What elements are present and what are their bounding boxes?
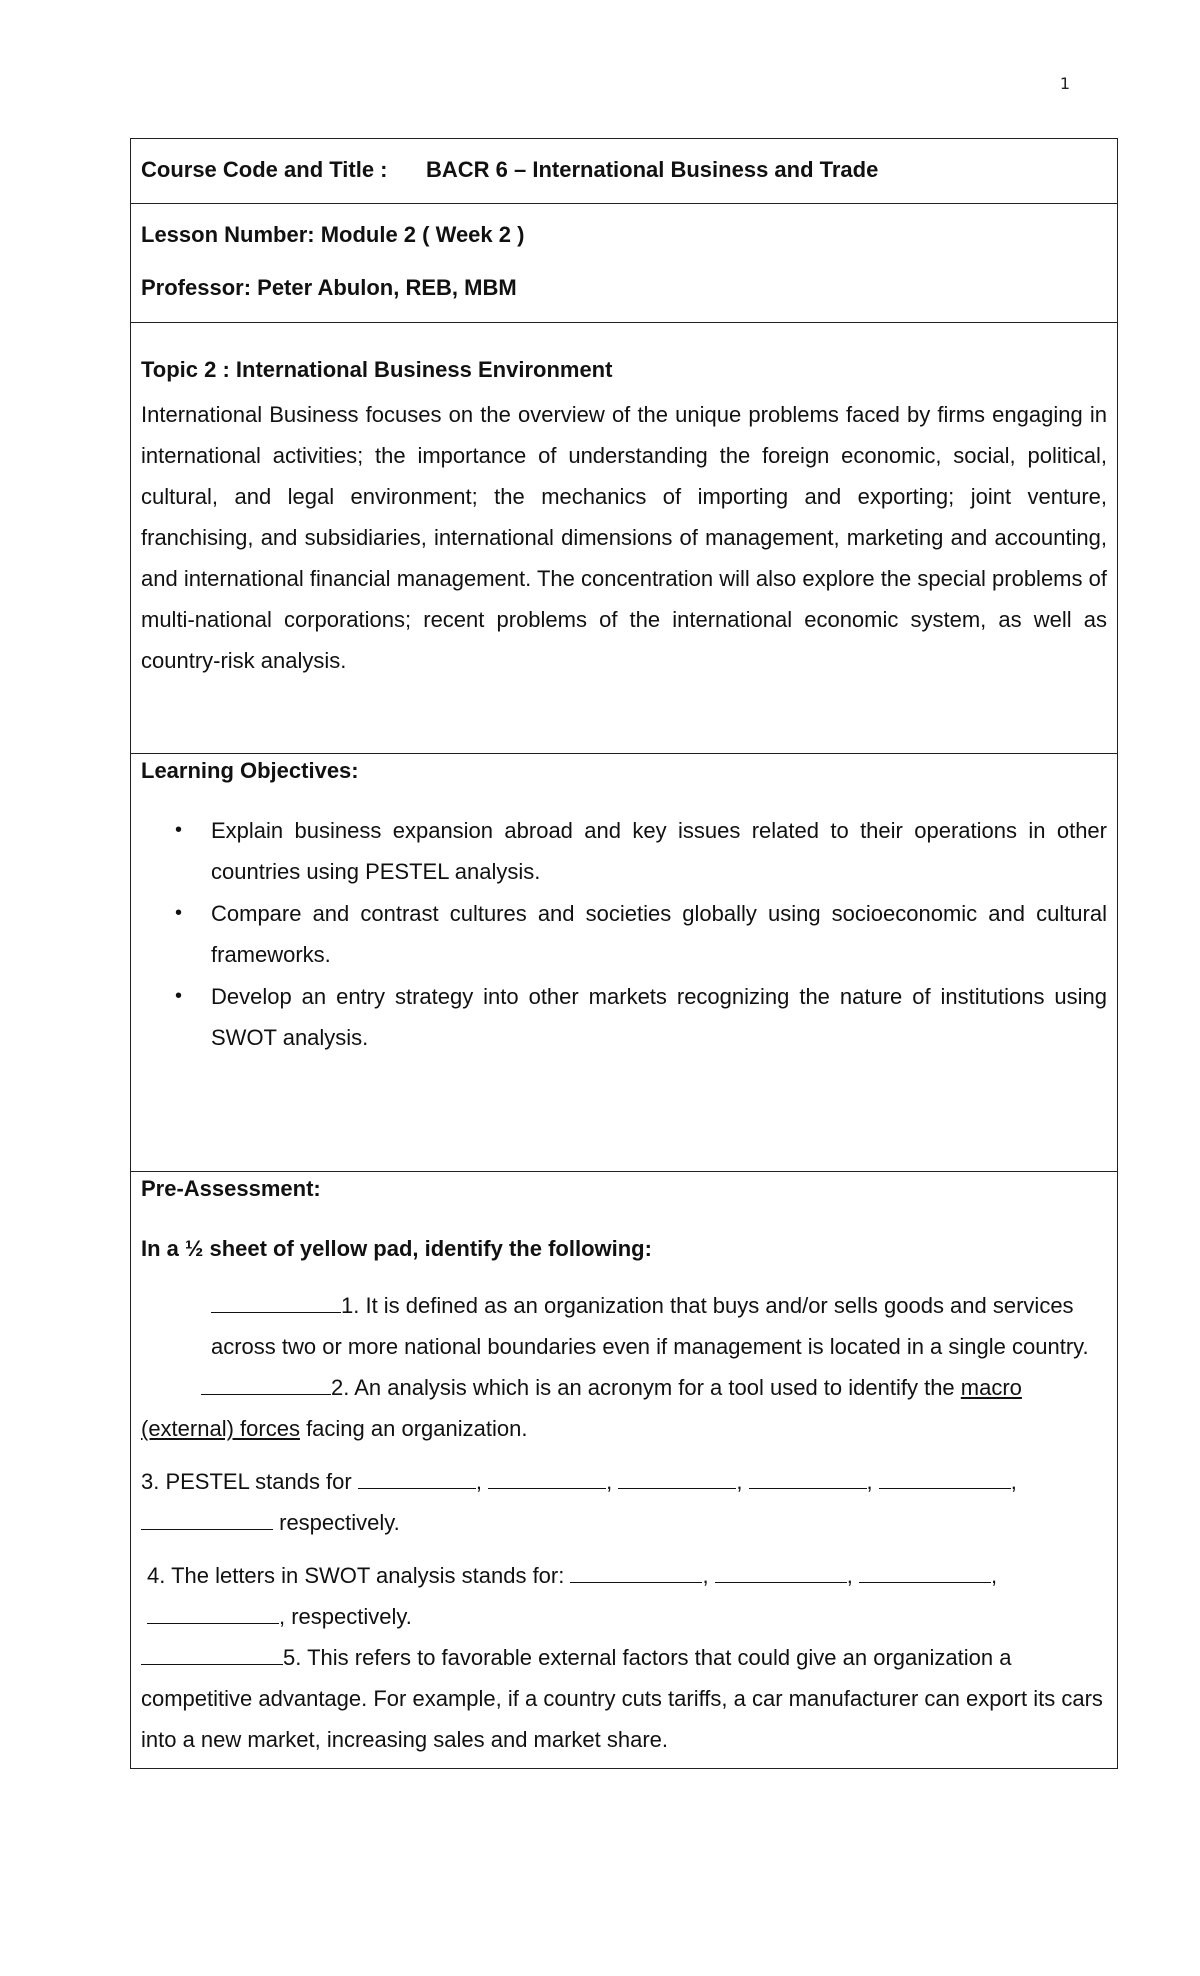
objectives-list xyxy=(141,810,1107,1058)
course-title: BACR 6 – International Business and Trade xyxy=(426,157,879,182)
bullet-icon: • xyxy=(175,985,183,1007)
question-4-end: , respectively. xyxy=(279,1604,412,1629)
objective-text: Explain business expansion abroad and key issues related to their operations in other countries using PESTEL analysis. xyxy=(211,818,1107,884)
answer-blank xyxy=(211,1292,341,1313)
answer-blank xyxy=(715,1562,847,1583)
question-3: 3. PESTEL stands for , , , , , respectively. xyxy=(141,1469,1017,1535)
topic-title: Topic 2 : International Business Environment xyxy=(141,357,613,382)
question-5 xyxy=(141,1637,1107,1760)
answer-blank xyxy=(488,1468,606,1489)
objective-text: Develop an entry strategy into other markets recognizing the nature of institutions using SWOT analysis. xyxy=(211,984,1107,1050)
bullet-icon: • xyxy=(175,902,183,924)
answer-blank xyxy=(201,1374,331,1395)
lesson-row xyxy=(131,204,1117,323)
question-2-text: 2. An analysis which is an acronym for a tool used to identify the xyxy=(331,1375,961,1400)
answer-blank xyxy=(147,1603,279,1624)
question-4: 4. The letters in SWOT analysis stands for: , , , , respectively. xyxy=(147,1563,998,1629)
answer-blank xyxy=(141,1644,283,1665)
course-row xyxy=(131,139,1117,204)
answer-blank xyxy=(570,1562,702,1583)
question-1-text: 1. It is defined as an organization that buys and/or sells goods and services across two or more national boundaries even if management is located in a single country. xyxy=(211,1293,1089,1359)
list-item xyxy=(141,893,1107,975)
objectives-row xyxy=(131,754,1117,1172)
question-5-text: 5. This refers to favorable external factors that could give an organization a competitive advantage. For example, if a country cuts tariffs, a car manufacturer can export its cars into a new market, increasing sales and market share. xyxy=(141,1645,1103,1752)
question-4-text: 4. The letters in SWOT analysis stands for: xyxy=(147,1563,571,1588)
question-2 xyxy=(141,1367,1107,1449)
answer-blank xyxy=(859,1562,991,1583)
answer-blank xyxy=(749,1468,867,1489)
bullet-icon: • xyxy=(175,819,183,841)
professor: Professor: Peter Abulon, REB, MBM xyxy=(141,275,517,300)
question-3-end: respectively. xyxy=(279,1510,400,1535)
objectives-title: Learning Objectives: xyxy=(141,758,359,783)
question-2-underlined: macro (external) forces xyxy=(141,1375,1022,1441)
pre-assessment-instruction: In a ½ sheet of yellow pad, identify the following: xyxy=(141,1236,652,1261)
answer-blank xyxy=(141,1509,273,1530)
question-2-end: facing an organization. xyxy=(299,1416,528,1441)
page-number: 1 xyxy=(1059,74,1070,93)
answer-blank xyxy=(879,1468,1011,1489)
lesson-table xyxy=(130,138,1118,1769)
answer-blank xyxy=(618,1468,736,1489)
topic-body: International Business focuses on the overview of the unique problems faced by firms engaging in international activities; the importance of understanding the foreign economic, social, political, cultural, and legal environment; the mechanics of importing and exporting; joint venture, franchising, and subsidiaries, international dimensions of management, marketing and accounting, and international financial management. The concentration will also explore the special problems of multi-national corporations; recent problems of the international economic system, as well as country-risk analysis. xyxy=(141,402,1107,673)
pre-assessment-row xyxy=(131,1172,1117,1768)
list-item xyxy=(141,976,1107,1058)
course-line xyxy=(141,149,1107,190)
objective-text: Compare and contrast cultures and societies globally using socioeconomic and cultural frameworks. xyxy=(211,901,1107,967)
course-label: Course Code and Title : xyxy=(141,157,388,182)
list-item xyxy=(141,810,1107,892)
lesson-number: Lesson Number: Module 2 ( Week 2 ) xyxy=(141,222,525,247)
pre-assessment-title: Pre-Assessment: xyxy=(141,1176,321,1201)
question-3-text: 3. PESTEL stands for xyxy=(141,1469,358,1494)
answer-blank xyxy=(358,1468,476,1489)
question-1 xyxy=(141,1285,1107,1367)
topic-row xyxy=(131,323,1117,754)
